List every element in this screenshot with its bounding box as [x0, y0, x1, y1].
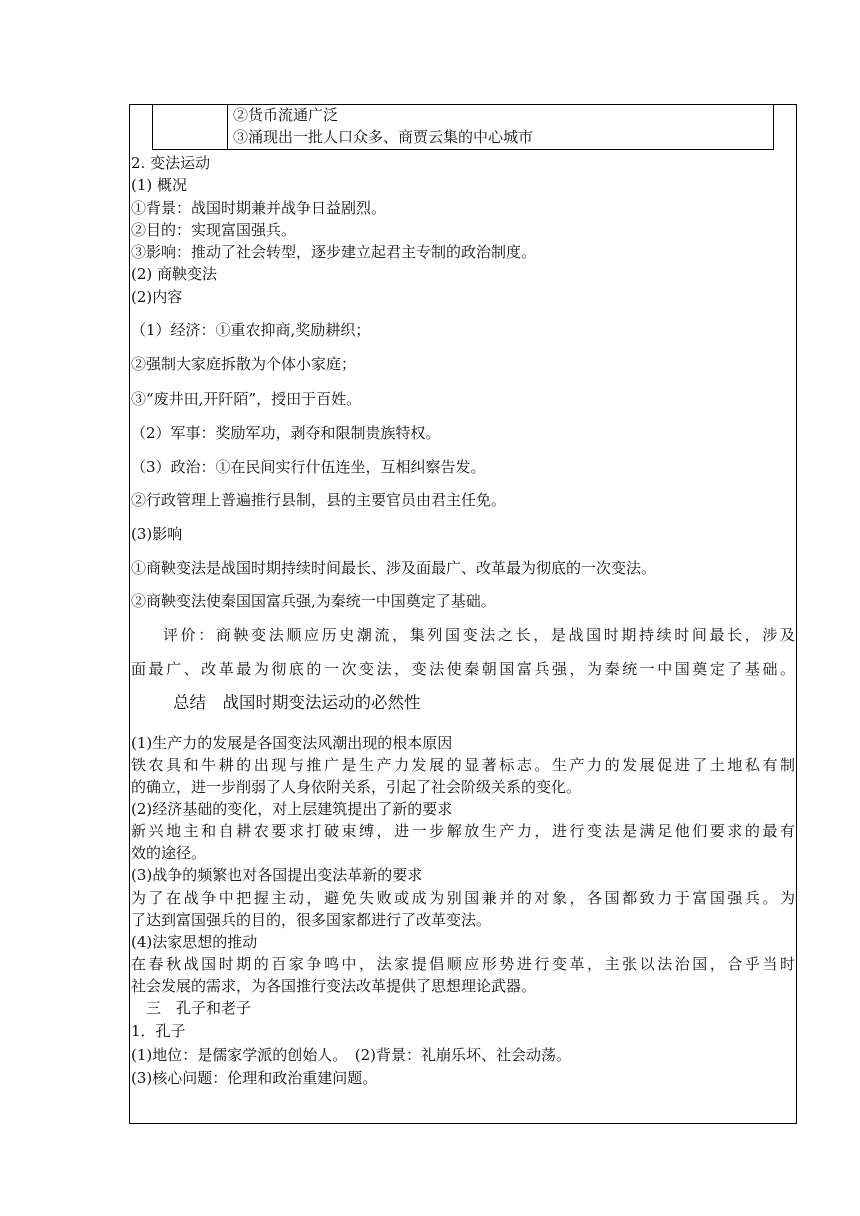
section-2-title: 2. 变法运动: [131, 154, 211, 172]
summary-line: 为了在战争中把握主动，避免失败或成为别国兼并的对象，各国都致力于富国强兵。为: [131, 889, 795, 907]
content-item: （3）政治：①在民间实行什伍连坐，互相纠察告发。: [131, 458, 486, 476]
summary-line: 效的途径。: [131, 844, 207, 862]
section-3-subtitle: 1．孔子: [131, 1022, 186, 1040]
impact-item: ②商鞅变法使秦国国富兵强,为秦统一中国奠定了基础。: [131, 592, 496, 610]
impact-item: ①商鞅变法是战国时期持续时间最长、涉及面最广、改革最为彻底的一次变法。: [131, 559, 657, 577]
evaluation-paragraph: 评价：商鞅变法顺应历史潮流，集列国变法之长，是战国时期持续时间最长，涉及: [163, 626, 795, 644]
section-3-line: (1)地位：是儒家学派的创始人。 (2)背景：礼崩乐坏、社会动荡。: [131, 1046, 571, 1064]
summary-line: 的确立，进一步削弱了人身依附关系，引起了社会阶级关系的变化。: [131, 778, 582, 796]
summary-line: (2)经济基础的变化，对上层建筑提出了新的要求: [131, 800, 453, 818]
summary-title: 总结 战国时期变法运动的必然性: [173, 693, 421, 712]
overview-heading: (1) 概况: [131, 176, 188, 194]
content-item: ②行政管理上普遍推行县制，县的主要官员由君主任免。: [131, 491, 507, 509]
inner-table-divider: [227, 104, 228, 150]
section-3-line: (3)核心问题：伦理和政治重建问题。: [131, 1069, 378, 1087]
summary-line: 新兴地主和自耕农要求打破束缚，进一步解放生产力，进行变法是满足他们要求的最有: [131, 822, 795, 840]
summary-line: 在春秋战国时期的百家争鸣中，法家提倡顺应形势进行变革，主张以法治国，合乎当时: [131, 955, 795, 973]
content-item: （1）经济：①重农抑商,奖励耕织；: [131, 321, 371, 339]
summary-line: (1)生产力的发展是各国变法风潮出现的根本原因: [131, 734, 453, 752]
evaluation-paragraph: 面最广、改革最为彻底的一次变法，变法使秦朝国富兵强，为秦统一中国奠定了基础。: [131, 660, 795, 678]
overview-item: ②目的：实现富国强兵。: [131, 221, 297, 239]
summary-line: 了达到富国强兵的目的，很多国家都进行了改革变法。: [131, 911, 492, 929]
content-item: （2）军事：奖励军功，剥夺和限制贵族特权。: [131, 424, 441, 442]
summary-line: 铁农具和牛耕的出现与推广是生产力发展的显著标志。生产力的发展促进了土地私有制: [131, 756, 795, 774]
content-item: ②强制大家庭拆散为个体小家庭；: [131, 355, 357, 373]
impact-heading: (3)影响: [131, 525, 183, 543]
section-3-title: 三 孔子和老子: [146, 999, 252, 1017]
overview-item: ①背景：战国时期兼并战争日益剧烈。: [131, 199, 387, 217]
table-row: ③涌现出一批人口众多、商贾云集的中心城市: [233, 128, 534, 146]
overview-item: ③影响：推动了社会转型，逐步建立起君主专制的政治制度。: [131, 243, 537, 261]
table-row: ②货币流通广泛: [233, 106, 339, 124]
summary-line: (3)战争的频繁也对各国提出变法革新的要求: [131, 866, 423, 884]
shang-yang-heading: (2) 商鞅变法: [131, 265, 218, 283]
summary-line: 社会发展的需求，为各国推行变法改革提供了思想理论武器。: [131, 977, 537, 995]
content-heading: (2)内容: [131, 288, 183, 306]
summary-line: (4)法家思想的推动: [131, 933, 258, 951]
content-item: ③“废井田,开阡陌”，授田于百姓。: [131, 390, 362, 408]
